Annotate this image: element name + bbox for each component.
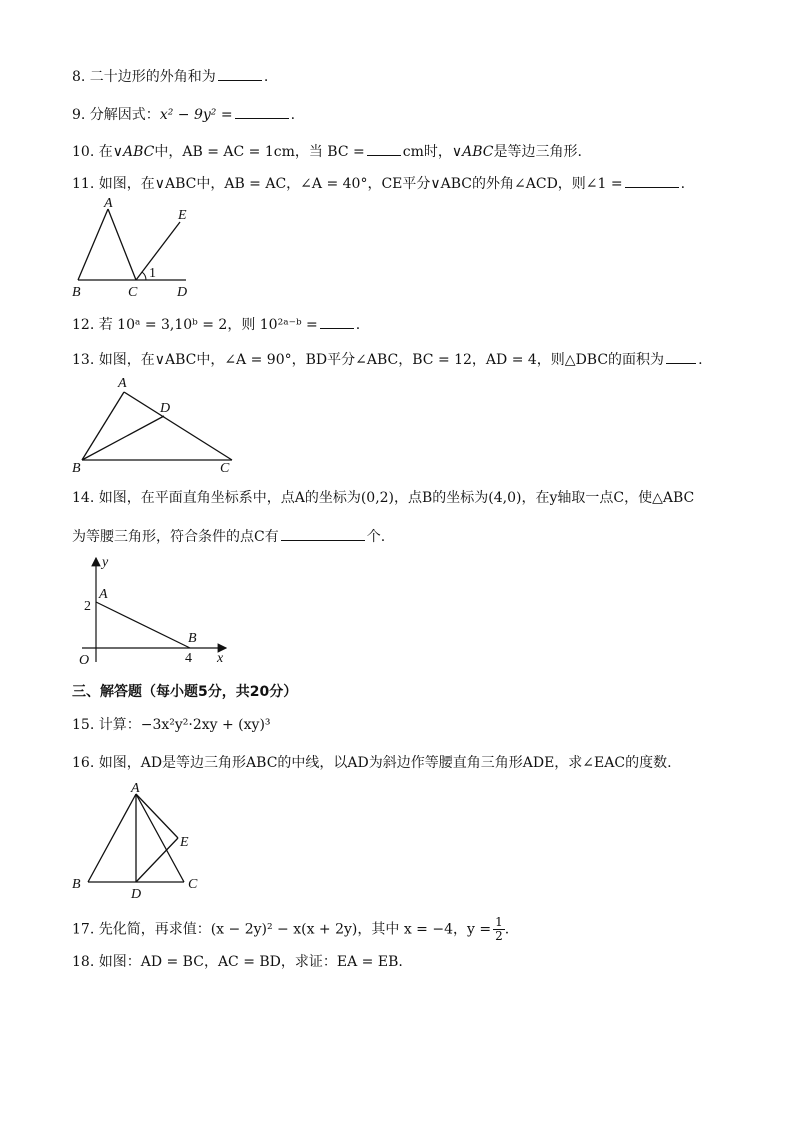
- line-ab: [78, 209, 108, 280]
- question-11: [72, 173, 685, 193]
- tick-label-2: 2: [84, 599, 91, 614]
- question-9: [72, 104, 295, 124]
- label-y: y: [102, 555, 109, 570]
- answer-blank-10[interactable]: [367, 141, 401, 156]
- line-ab: [88, 794, 136, 882]
- question-9-text: 9. 分解因式：: [72, 107, 160, 123]
- question-10-mid: 中，AB = AC = 1cm，当 BC =: [154, 144, 365, 160]
- answer-blank-11[interactable]: [625, 173, 679, 188]
- question-15: [72, 716, 271, 734]
- label-a: A: [131, 781, 140, 796]
- question-13-text: 13. 如图，在∨ABC中，∠A = 90°，BD平分∠ABC，BC = 12，AD = 4，则△DBC的面积为: [72, 352, 665, 368]
- answer-blank-13[interactable]: [666, 349, 696, 364]
- label-angle-1: 1: [149, 266, 156, 281]
- question-16-text: 16. 如图，AD是等边三角形ABC的中线，以AD为斜边作等腰直角三角形ADE，求∠EAC的度数.: [72, 755, 672, 771]
- line-ab: [82, 392, 124, 460]
- question-8-suffix: .: [263, 69, 269, 85]
- label-d: D: [177, 285, 188, 300]
- label-d: D: [160, 401, 171, 416]
- question-14-line-2: [72, 526, 385, 546]
- label-b: B: [72, 877, 81, 892]
- fraction-denominator: 2: [495, 929, 503, 943]
- tick-label-4: 4: [185, 651, 192, 666]
- angle-1-arc: [142, 272, 146, 280]
- question-12-text: 12. 若 10ᵃ = 3,10ᵇ = 2，则 10²ᵃ⁻ᵇ =: [72, 317, 318, 333]
- question-17: [72, 916, 509, 943]
- figure-13: [70, 372, 240, 476]
- line-ce: [136, 222, 180, 280]
- question-10-suffix: 是等边三角形.: [493, 144, 582, 160]
- question-18-text: 18. 如图：AD = BC，AC = BD，求证：EA = EB.: [72, 954, 403, 970]
- answer-blank-12[interactable]: [320, 314, 354, 329]
- question-10-unit: cm时，: [402, 144, 452, 160]
- question-10-text: 10. 在: [72, 144, 113, 160]
- label-b: B: [72, 461, 81, 476]
- figure-16: [70, 780, 210, 902]
- question-15-text: 15. 计算：−3x²y²·2xy + (xy)³: [72, 717, 271, 733]
- label-o: O: [79, 653, 90, 668]
- figure-11: [70, 196, 200, 300]
- question-12-suffix: .: [355, 317, 361, 333]
- question-14-text-2: 为等腰三角形，符合条件的点C有: [72, 529, 279, 545]
- question-14-line-1: [72, 489, 694, 507]
- fraction-one-half: [493, 916, 505, 943]
- label-b: B: [72, 285, 81, 300]
- question-14-text: 14. 如图，在平面直角坐标系中，点A的坐标为(0,2)，点B的坐标为(4,0)，在y轴取一点C，使△ABC: [72, 490, 695, 506]
- fraction-numerator: 1: [495, 915, 503, 929]
- question-13-suffix: .: [698, 352, 703, 368]
- line-ac: [136, 794, 184, 882]
- question-9-suffix: .: [290, 107, 296, 123]
- label-a: A: [118, 376, 127, 391]
- label-c: C: [188, 877, 198, 892]
- label-e: E: [178, 208, 187, 223]
- segment-ab: [96, 602, 190, 648]
- answer-blank-9[interactable]: [235, 104, 289, 119]
- section-3-heading: 三、解答题（每小题5分，共20分）: [72, 684, 298, 700]
- label-d: D: [131, 887, 142, 902]
- question-17-suffix: .: [504, 921, 510, 938]
- label-a: A: [99, 587, 108, 602]
- label-c: C: [220, 461, 230, 476]
- question-13: [72, 349, 703, 369]
- question-11-suffix: .: [680, 176, 686, 192]
- question-10: [72, 141, 582, 161]
- question-17-text: 17. 先化简，再求值：(x − 2y)² − x(x + 2y)，其中 x = −4，y =: [72, 921, 492, 938]
- label-b: B: [188, 631, 197, 646]
- question-14-suffix: 个.: [366, 529, 386, 545]
- line-bd: [82, 416, 164, 460]
- question-12: [72, 314, 360, 334]
- question-8: [72, 66, 268, 86]
- question-8-text: 8. 二十边形的外角和为: [72, 69, 216, 85]
- answer-blank-14[interactable]: [281, 526, 365, 541]
- line-ac: [108, 209, 136, 280]
- figure-14: [74, 552, 234, 668]
- question-10-triangle-2: ∨ABC: [451, 144, 494, 160]
- question-11-text: 11. 如图，在∨ABC中，AB = AC，∠A = 40°，CE平分∨ABC的外角∠ACD，则∠1 =: [72, 176, 623, 192]
- question-10-triangle: ∨ABC: [112, 144, 155, 160]
- line-ac: [124, 392, 232, 460]
- answer-blank-8[interactable]: [218, 66, 262, 81]
- label-e: E: [180, 835, 189, 850]
- question-16: [72, 754, 672, 772]
- question-9-expr: x² − 9y² =: [159, 107, 233, 123]
- question-18: [72, 953, 403, 971]
- label-x: x: [217, 651, 224, 666]
- label-a: A: [104, 196, 113, 211]
- label-c: C: [128, 285, 138, 300]
